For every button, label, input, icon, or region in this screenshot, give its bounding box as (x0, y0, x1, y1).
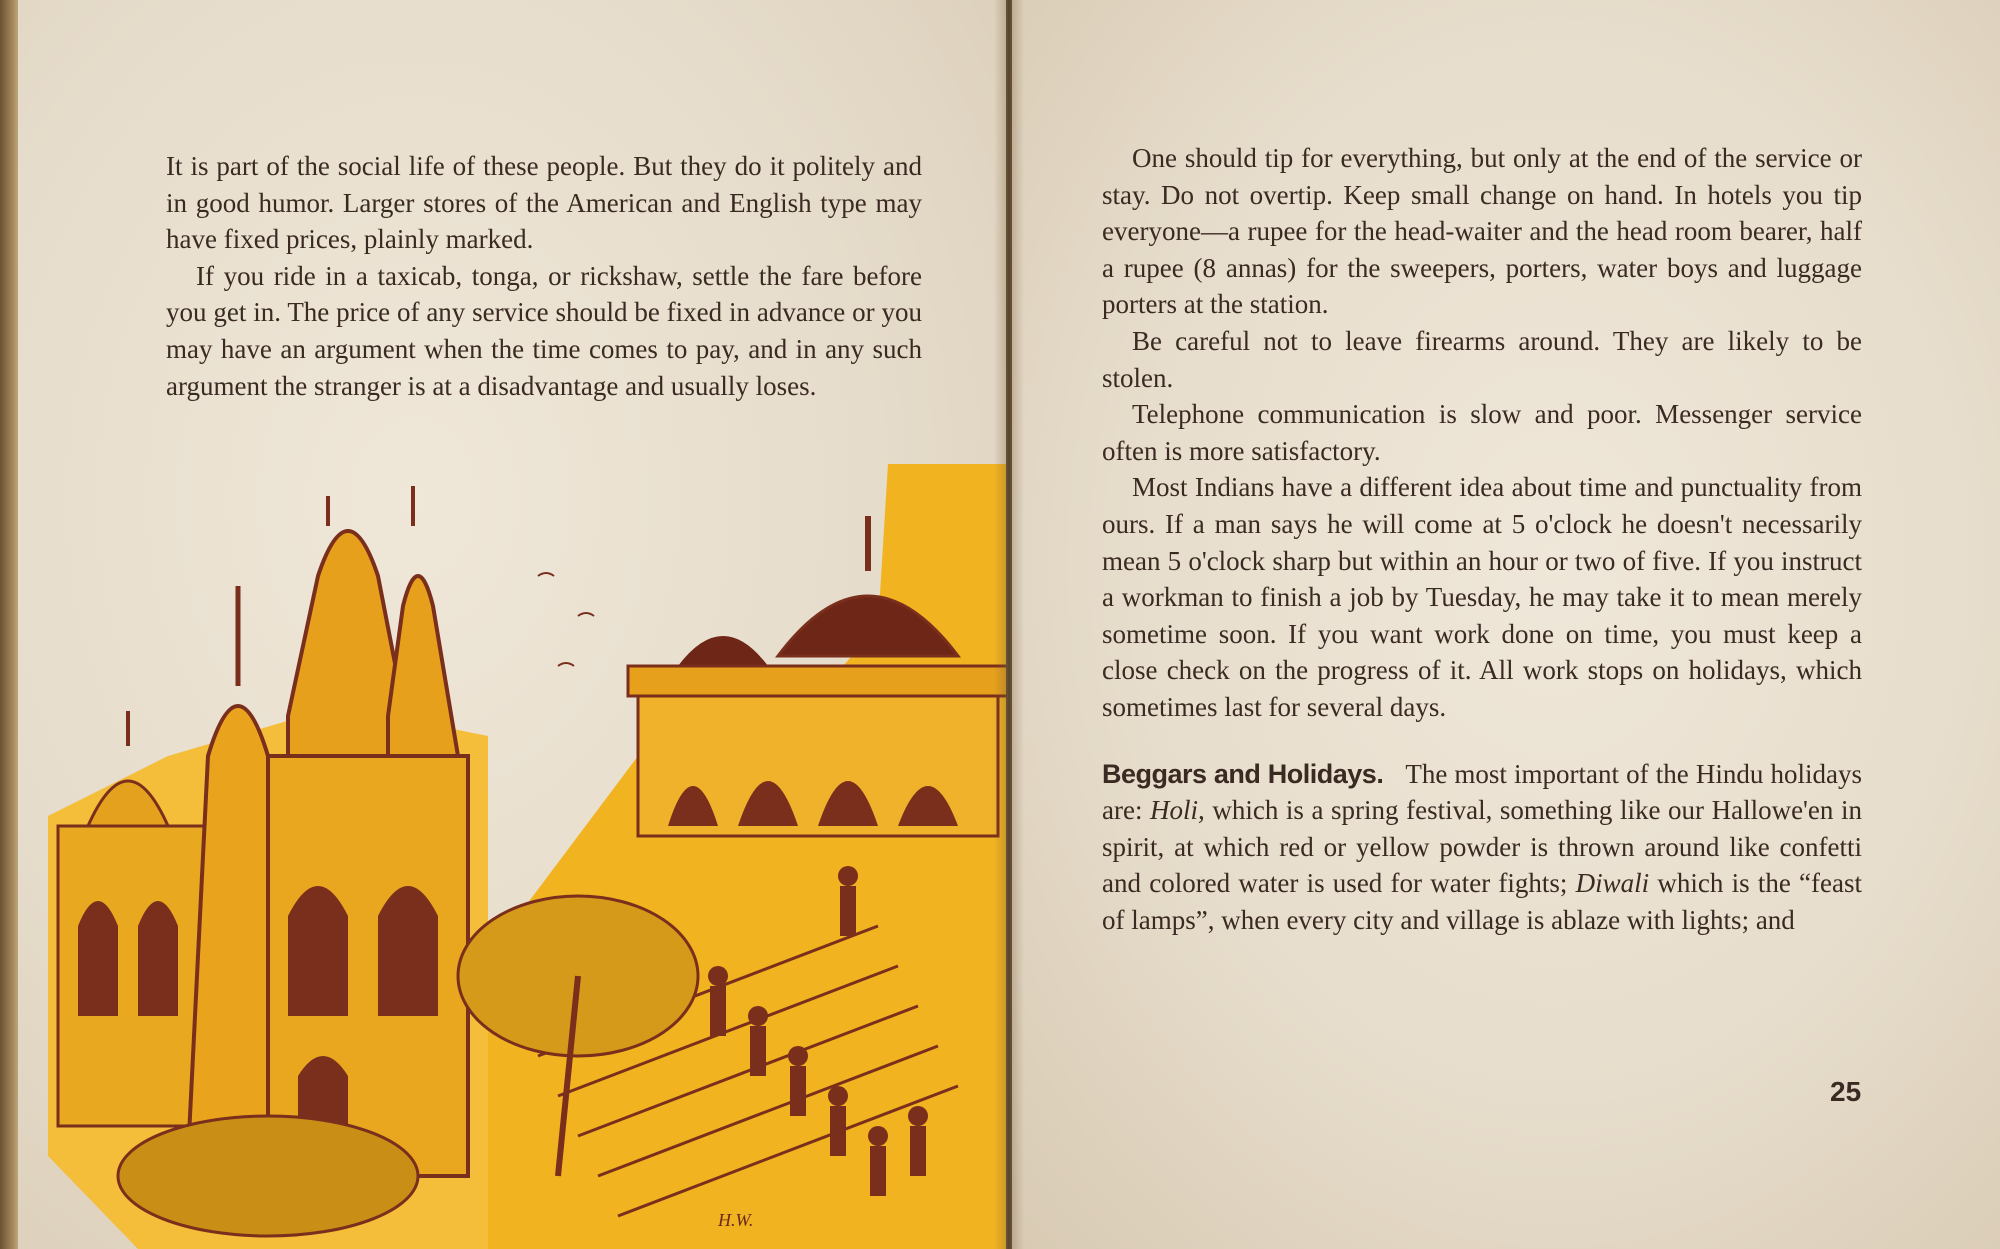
book-gutter (994, 0, 1024, 1249)
holidays-text-2: which is a spring festival, something like our Hallowe'en in spirit, at which red or yellow powder is thrown around like confetti and colored water is used for water fights; (1102, 795, 1862, 899)
right-paragraph-4: Most Indians have a different idea about time and punctuality from ours. If a man says he will come at 5 o'clock he doesn't necessarily mean 5 o'clock sharp but within an hour or two of five. If you instruct a workman to finish a job by Tuesday, he may take it to mean merely sometime soon. If you want work done on time, you must keep a close check on the progress of it. All work stops on holidays, which sometimes last for several days. (1102, 472, 1862, 722)
holidays-paragraph (1102, 756, 1862, 939)
right-paragraph-3: Telephone communication is slow and poor. Messenger service often is more satisfactory. (1102, 399, 1862, 466)
holidays-text-3: which is the “feast of lamps”, when every city and village is ablaze with lights; and (1102, 868, 1862, 935)
right-paragraph-1: One should tip for everything, but only at the end of the service or stay. Do not overtip. Keep small change on hand. In hotels you tip everyone—a rupee for the head-waiter and the head room bearer, half a rupee (8 annas) for the sweepers, porters, water boys and luggage porters at the station. (1102, 143, 1862, 320)
holidays-text-1: The most important of the Hindu holidays are: (1102, 758, 1862, 826)
illustration-yellow-backdrop (488, 464, 1006, 1249)
right-page (1012, 0, 2000, 1249)
temple-tower-right (388, 576, 458, 756)
left-pavilion-arch-2 (138, 901, 178, 1016)
left-page (18, 0, 1006, 1249)
left-paragraph-1: It is part of the social life of these people. But they do it politely and in good humor. Larger stores of the American and English type may have fixed prices, plainly marked. (166, 151, 922, 255)
left-paragraph-2: If you ride in a taxicab, tonga, or rickshaw, settle the fare before you get in. The price of any service should be fixed in advance or you may have an argument when the time comes to pay, and in any such argument the stranger is at a disadvantage and usually loses. (166, 260, 922, 401)
temple-arch-1 (288, 886, 348, 1016)
temple-arch-2 (378, 886, 438, 1016)
shrubs-left (118, 1116, 418, 1236)
illustrator-signature: H.W. (718, 1210, 754, 1230)
pavilion-roof (628, 666, 1006, 696)
birds (538, 573, 594, 666)
temple-illustration (18, 456, 1006, 1249)
left-pavilion-arch-1 (78, 901, 118, 1016)
holi-term: Holi, (1150, 795, 1205, 826)
pavilion-small-dome (678, 636, 768, 666)
diwali-term: Diwali (1575, 868, 1650, 899)
right-page-text (1102, 140, 1862, 938)
right-paragraph-2: Be careful not to leave firearms around. They are likely to be stolen. (1102, 325, 1862, 393)
section-heading: Beggars and Holidays. (1102, 758, 1384, 789)
page-number: 25 (1830, 1076, 1862, 1107)
left-page-text (166, 148, 922, 404)
